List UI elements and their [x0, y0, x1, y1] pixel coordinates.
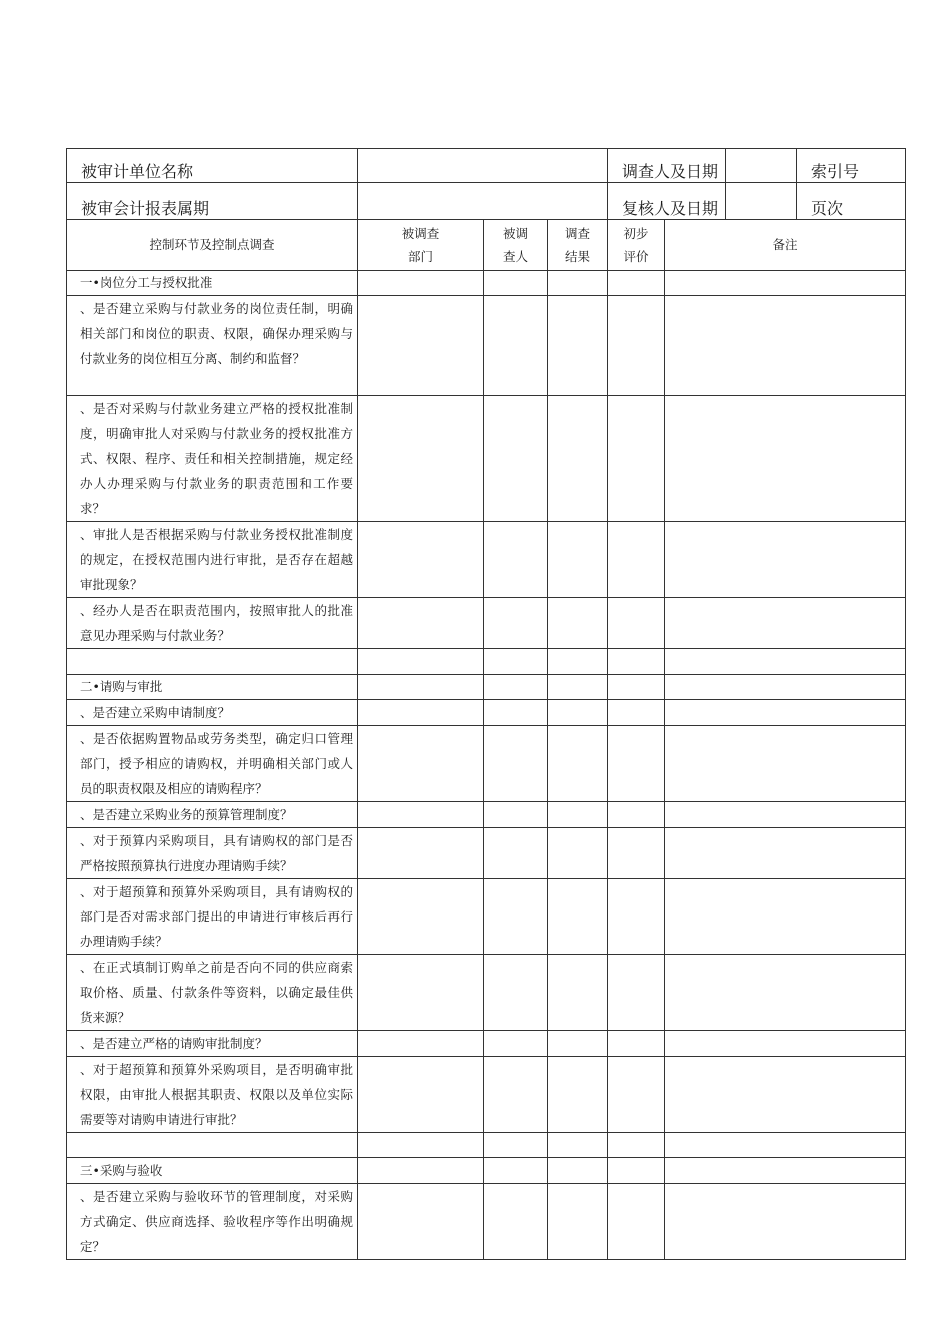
result-cell[interactable] — [548, 726, 608, 802]
result-cell[interactable] — [548, 1133, 608, 1158]
period-field[interactable] — [358, 183, 608, 220]
result-cell[interactable] — [548, 828, 608, 879]
eval-cell[interactable] — [608, 1184, 665, 1260]
control-point-text: 、经办人是否在职责范围内，按照审批人的批准意见办理采购与付款业务？ — [67, 598, 358, 649]
table-row — [67, 726, 906, 802]
person-cell[interactable] — [484, 1184, 548, 1260]
dept-cell[interactable] — [358, 1133, 484, 1158]
table-row — [67, 396, 906, 522]
eval-cell[interactable] — [608, 802, 665, 828]
remark-cell[interactable] — [665, 675, 906, 700]
investigator-label: 调查人及日期 — [608, 149, 726, 183]
dept-cell[interactable] — [358, 296, 484, 396]
dept-cell[interactable] — [358, 649, 484, 675]
dept-cell[interactable] — [358, 802, 484, 828]
eval-cell[interactable] — [608, 1031, 665, 1057]
remark-cell[interactable] — [665, 828, 906, 879]
control-point-text: 、是否对采购与付款业务建立严格的授权批准制度，明确审批人对采购与付款业务的授权批准方式、权限、程序、责任和相关控制措施，规定经办人办理采购与付款业务的职责范围和工作要求？ — [67, 396, 358, 522]
result-cell[interactable] — [548, 675, 608, 700]
person-cell[interactable] — [484, 700, 548, 726]
person-cell[interactable] — [484, 396, 548, 522]
remark-cell[interactable] — [665, 700, 906, 726]
person-cell[interactable] — [484, 271, 548, 296]
eval-cell[interactable] — [608, 649, 665, 675]
remark-cell[interactable] — [665, 522, 906, 598]
period-label: 被审会计报表属期 — [67, 183, 358, 220]
dept-cell[interactable] — [358, 955, 484, 1031]
dept-cell[interactable] — [358, 522, 484, 598]
control-point-text: 、是否建立采购申请制度？ — [67, 700, 358, 726]
col-dept — [358, 220, 484, 271]
result-cell[interactable] — [548, 1031, 608, 1057]
control-point-text: 、是否建立采购业务的预算管理制度？ — [67, 802, 358, 828]
col-person — [484, 220, 548, 271]
dept-cell[interactable] — [358, 271, 484, 296]
table-row — [67, 879, 906, 955]
remark-cell[interactable] — [665, 1133, 906, 1158]
eval-cell[interactable] — [608, 1133, 665, 1158]
remark-cell[interactable] — [665, 649, 906, 675]
person-cell[interactable] — [484, 675, 548, 700]
audit-form — [66, 148, 905, 1260]
table-row — [67, 955, 906, 1031]
person-cell[interactable] — [484, 1133, 548, 1158]
control-point-text — [67, 1133, 358, 1158]
page-cell — [797, 183, 906, 220]
col-eval — [608, 220, 665, 271]
eval-cell[interactable] — [608, 726, 665, 802]
remark-cell[interactable] — [665, 1031, 906, 1057]
index-cell — [797, 149, 906, 183]
person-cell[interactable] — [484, 522, 548, 598]
dept-cell[interactable] — [358, 598, 484, 649]
col-eval-line2: 评价 — [623, 249, 649, 264]
reviewer-label: 复核人及日期 — [608, 183, 726, 220]
control-point-text: 、在正式填制订购单之前是否向不同的供应商索取价格、质量、付款条件等资料，以确定最佳供货来源？ — [67, 955, 358, 1031]
person-cell[interactable] — [484, 802, 548, 828]
result-cell[interactable] — [548, 598, 608, 649]
control-point-text: 、是否依据购置物品或劳务类型，确定归口管理部门，授予相应的请购权，并明确相关部门或人员的职责权限及相应的请购程序？ — [67, 726, 358, 802]
control-point-text: 、对于预算内采购项目，具有请购权的部门是否严格按照预算执行进度办理请购手续？ — [67, 828, 358, 879]
dept-cell[interactable] — [358, 675, 484, 700]
control-point-text: 、对于超预算和预算外采购项目，是否明确审批权限，由审批人根据其职责、权限以及单位实际需要等对请购申请进行审批？ — [67, 1057, 358, 1133]
blank-row — [67, 649, 906, 675]
table-row — [67, 828, 906, 879]
investigator-field[interactable] — [726, 149, 797, 183]
remark-cell[interactable] — [665, 879, 906, 955]
result-cell[interactable] — [548, 522, 608, 598]
table-row — [67, 1184, 906, 1260]
eval-cell[interactable] — [608, 700, 665, 726]
table-row — [67, 296, 906, 396]
result-cell[interactable] — [548, 396, 608, 522]
person-cell[interactable] — [484, 1031, 548, 1057]
eval-cell[interactable] — [608, 675, 665, 700]
person-cell[interactable] — [484, 296, 548, 396]
col-control-point: 控制环节及控制点调查 — [67, 220, 358, 271]
table-row — [67, 522, 906, 598]
eval-cell[interactable] — [608, 828, 665, 879]
remark-cell[interactable] — [665, 726, 906, 802]
section-row — [67, 271, 906, 296]
reviewer-field[interactable] — [726, 183, 797, 220]
col-dept-line1: 被调查 — [401, 226, 440, 241]
dept-cell[interactable] — [358, 396, 484, 522]
dept-cell[interactable] — [358, 700, 484, 726]
person-cell[interactable] — [484, 1057, 548, 1133]
dept-cell[interactable] — [358, 828, 484, 879]
eval-cell[interactable] — [608, 396, 665, 522]
auditee-name-field[interactable] — [358, 149, 608, 183]
table-row — [67, 700, 906, 726]
auditee-name-label: 被审计单位名称 — [67, 149, 358, 183]
remark-cell[interactable] — [665, 955, 906, 1031]
result-cell[interactable] — [548, 955, 608, 1031]
control-point-text: 、对于超预算和预算外采购项目，具有请购权的部门是否对需求部门提出的申请进行审核后再行办理请购手续？ — [67, 879, 358, 955]
section-row — [67, 1158, 906, 1184]
control-point-text: 、是否建立采购与付款业务的岗位责任制，明确相关部门和岗位的职责、权限，确保办理采购与付款业务的岗位相互分离、制约和监督？ — [67, 296, 358, 396]
remark-cell[interactable] — [665, 396, 906, 522]
person-cell[interactable] — [484, 649, 548, 675]
eval-cell[interactable] — [608, 522, 665, 598]
dept-cell[interactable] — [358, 1031, 484, 1057]
control-point-text: 、审批人是否根据采购与付款业务授权批准制度的规定，在授权范围内进行审批，是否存在超越审批现象？ — [67, 522, 358, 598]
result-cell[interactable] — [548, 1184, 608, 1260]
dept-cell[interactable] — [358, 1158, 484, 1184]
table-row — [67, 1031, 906, 1057]
remark-cell[interactable] — [665, 1158, 906, 1184]
remark-cell[interactable] — [665, 1184, 906, 1260]
table-row — [67, 1057, 906, 1133]
result-cell[interactable] — [548, 296, 608, 396]
dept-cell[interactable] — [358, 726, 484, 802]
result-cell[interactable] — [548, 879, 608, 955]
person-cell[interactable] — [484, 879, 548, 955]
result-cell[interactable] — [548, 271, 608, 296]
dept-cell[interactable] — [358, 879, 484, 955]
col-result-line1: 调查 — [565, 226, 591, 241]
eval-cell[interactable] — [608, 955, 665, 1031]
page-label: 页次 — [811, 199, 844, 218]
result-cell[interactable] — [548, 1158, 608, 1184]
result-cell[interactable] — [548, 649, 608, 675]
eval-cell[interactable] — [608, 271, 665, 296]
eval-cell[interactable] — [608, 1158, 665, 1184]
eval-cell[interactable] — [608, 296, 665, 396]
col-eval-line1: 初步 — [623, 226, 649, 241]
person-cell[interactable] — [484, 598, 548, 649]
control-point-text — [67, 649, 358, 675]
table-row — [67, 802, 906, 828]
remark-cell[interactable] — [665, 1057, 906, 1133]
remark-cell[interactable] — [665, 296, 906, 396]
person-cell[interactable] — [484, 828, 548, 879]
index-label: 索引号 — [811, 162, 860, 181]
section-row — [67, 675, 906, 700]
blank-row — [67, 1133, 906, 1158]
control-point-text: 、是否建立采购与验收环节的管理制度，对采购方式确定、供应商选择、验收程序等作出明确规定？ — [67, 1184, 358, 1260]
eval-cell[interactable] — [608, 879, 665, 955]
col-remark: 备注 — [665, 220, 906, 271]
dept-cell[interactable] — [358, 1184, 484, 1260]
col-result-line2: 结果 — [565, 249, 591, 264]
section-title: 三•采购与验收 — [67, 1158, 358, 1184]
col-person-line1: 被调 — [503, 226, 529, 241]
section-title: 二•请购与审批 — [67, 675, 358, 700]
col-result — [548, 220, 608, 271]
control-survey-table — [66, 148, 906, 1260]
eval-cell[interactable] — [608, 1057, 665, 1133]
col-person-line2: 查人 — [503, 249, 529, 264]
person-cell[interactable] — [484, 955, 548, 1031]
remark-cell[interactable] — [665, 598, 906, 649]
person-cell[interactable] — [484, 1158, 548, 1184]
person-cell[interactable] — [484, 726, 548, 802]
dept-cell[interactable] — [358, 1057, 484, 1133]
result-cell[interactable] — [548, 802, 608, 828]
result-cell[interactable] — [548, 1057, 608, 1133]
remark-cell[interactable] — [665, 802, 906, 828]
section-title: 一•岗位分工与授权批准 — [67, 271, 358, 296]
control-point-text: 、是否建立严格的请购审批制度？ — [67, 1031, 358, 1057]
eval-cell[interactable] — [608, 598, 665, 649]
table-row — [67, 598, 906, 649]
col-dept-line2: 部门 — [408, 249, 434, 264]
result-cell[interactable] — [548, 700, 608, 726]
remark-cell[interactable] — [665, 271, 906, 296]
